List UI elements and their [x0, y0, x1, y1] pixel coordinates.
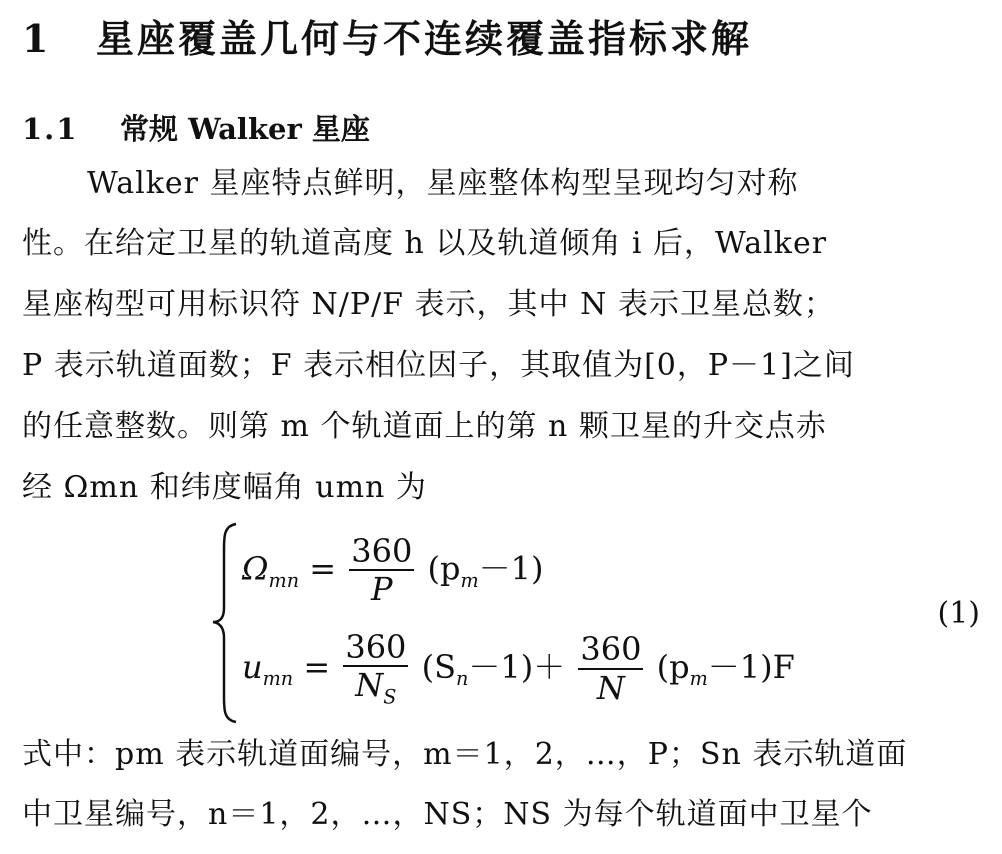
section-number: 1 — [22, 16, 52, 61]
equation-line-2 — [242, 630, 795, 709]
subsection-title: 常规 Walker 星座 — [120, 112, 370, 146]
ns-symbol: N — [355, 666, 384, 705]
fraction-denominator: P — [371, 570, 393, 609]
fraction-360-over-ns — [343, 630, 408, 709]
left-brace-icon — [210, 520, 240, 725]
ns-subscript: S — [383, 685, 397, 709]
fraction-numerator: 360 — [351, 532, 413, 570]
term-pm-open: (p — [427, 549, 461, 588]
term-sn-close: －1)＋ — [468, 647, 566, 686]
paragraph-line-4: P 表示轨道面数；F 表示相位因子，其取值为[0，P－1]之间 — [22, 348, 855, 383]
term-sn-open: (S — [421, 647, 456, 686]
sn-subscript: n — [455, 667, 469, 691]
paragraph-line-3: 星座构型可用标识符 N/P/F 表示，其中 N 表示卫星总数； — [22, 287, 835, 322]
omega-subscript: mn — [268, 568, 300, 592]
omega-symbol: Ω — [242, 549, 269, 588]
equation-line-1 — [242, 534, 544, 608]
after-line-1: 式中：pm 表示轨道面编号，m＝1，2，…，P；Sn 表示轨道面 — [22, 737, 908, 772]
term-pm-close-f: －1)F — [707, 647, 795, 686]
u-subscript: mn — [262, 667, 294, 691]
after-line-2: 中卫星编号，n＝1，2，…，NS；NS 为每个轨道面中卫星个 — [22, 797, 873, 832]
section-title: 星座覆盖几何与不连续覆盖指标求解 — [96, 16, 753, 61]
term-pm-open: (p — [656, 647, 690, 686]
fraction-denominator — [343, 667, 408, 708]
subsection-heading — [22, 112, 370, 147]
paragraph-line-5: 的任意整数。则第 m 个轨道面上的第 n 颗卫星的升交点赤 — [22, 409, 827, 444]
paragraph-line-6: 经 Ωmn 和纬度幅角 umn 为 — [22, 470, 427, 505]
equals-sign: = — [309, 549, 337, 588]
term-pm-close: －1) — [478, 549, 544, 588]
subsection-number: 1.1 — [22, 112, 79, 146]
equals-sign: = — [303, 647, 331, 686]
equation-block — [210, 520, 830, 725]
fraction-360-over-n — [578, 632, 643, 706]
fraction-denominator: N — [596, 668, 625, 707]
pm-subscript: m — [460, 568, 479, 592]
section-heading — [22, 16, 752, 62]
u-symbol: u — [242, 647, 263, 686]
fraction-numerator: 360 — [580, 630, 642, 669]
fraction-numerator: 360 — [345, 628, 407, 666]
fraction-360-over-p — [349, 534, 414, 608]
equation-number: (1) — [937, 596, 980, 631]
paragraph-line-1: Walker 星座特点鲜明，星座整体构型呈现均匀对称 — [87, 166, 799, 201]
paragraph-line-2: 性。在给定卫星的轨道高度 h 以及轨道倾角 i 后，Walker — [22, 226, 828, 261]
pm-subscript: m — [689, 667, 708, 691]
